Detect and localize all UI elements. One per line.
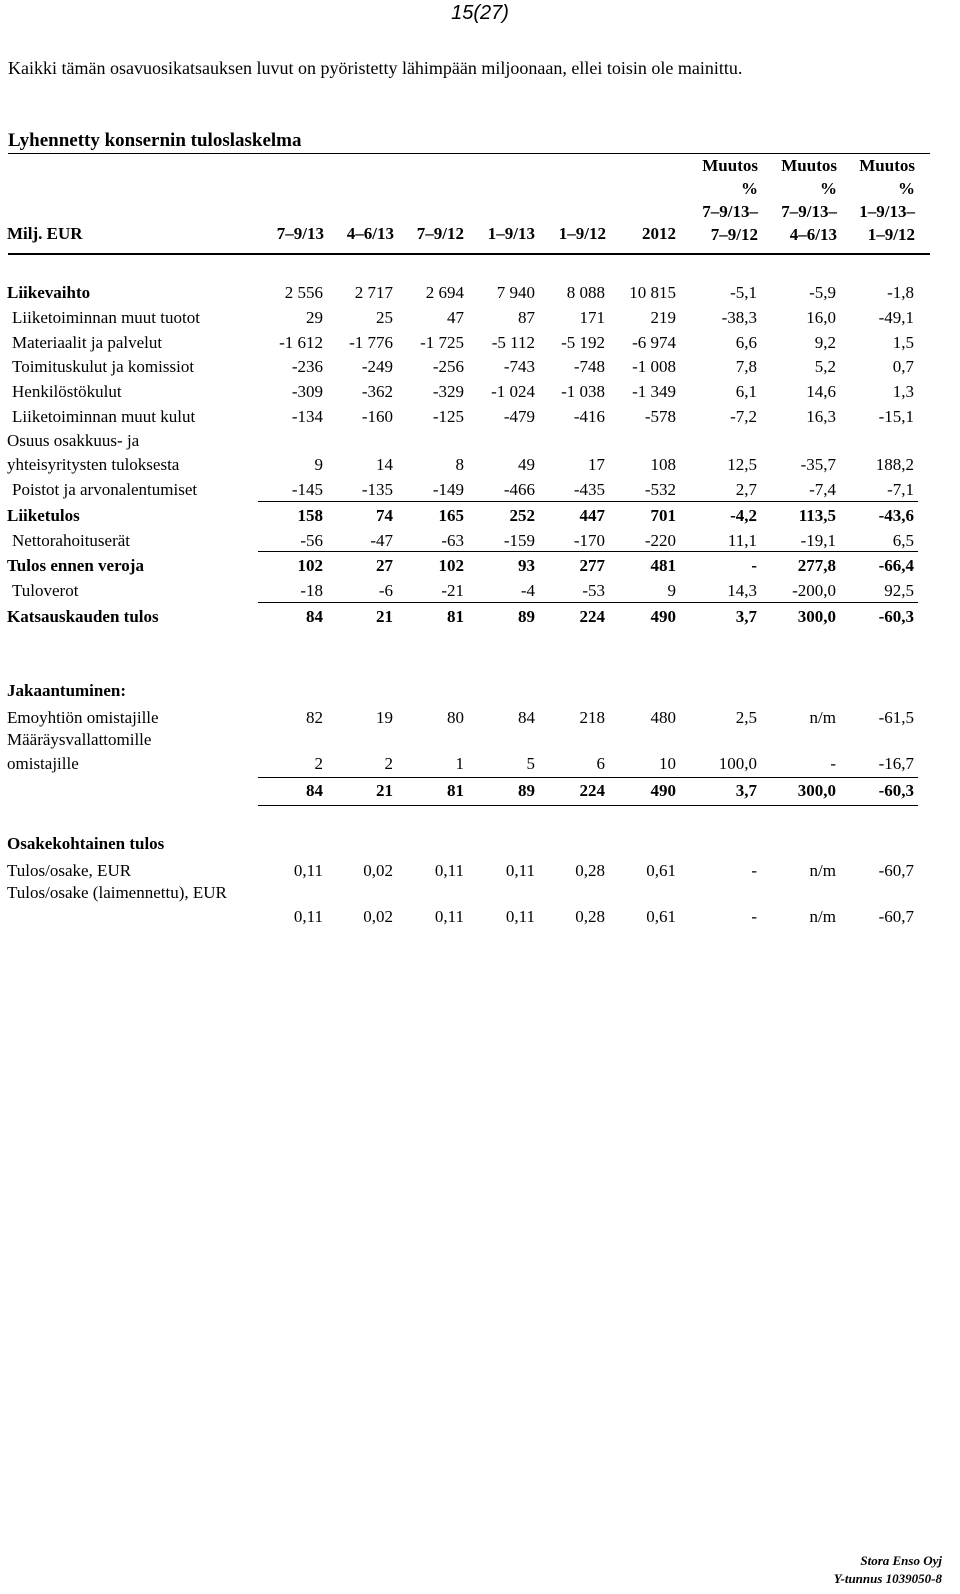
row-label: Nettorahoituserät xyxy=(12,531,131,550)
cell-col-6: - xyxy=(751,556,757,575)
cell-col-1: -160 xyxy=(361,407,393,426)
cell-col-5: 480 xyxy=(650,708,676,727)
cell-col-4: -416 xyxy=(573,407,605,426)
cell-col-2: 1 xyxy=(455,754,464,773)
sum-underline xyxy=(258,602,918,603)
cell-col-5: 10 815 xyxy=(629,283,676,302)
sum-underline xyxy=(258,501,918,502)
footer-business-id: Y-tunnus 1039050-8 xyxy=(833,1571,942,1586)
sum-underline xyxy=(258,777,918,778)
cell-col-1: 21 xyxy=(376,607,393,626)
cell-col-1: 74 xyxy=(376,506,393,525)
row-label: Emoyhtiön omistajille xyxy=(7,708,159,727)
cell-col-0: 0,11 xyxy=(293,861,323,880)
cell-col-5: -6 974 xyxy=(632,333,676,352)
cell-col-4: 6 xyxy=(596,754,605,773)
row-label: Henkilöstökulut xyxy=(12,382,122,401)
cell-col-6: 3,7 xyxy=(735,781,757,800)
cell-col-1: 25 xyxy=(376,308,393,327)
cell-col-8: 1,5 xyxy=(892,333,914,352)
cell-col-5: 490 xyxy=(650,781,676,800)
cell-col-3: -1 024 xyxy=(491,382,535,401)
cell-col-1: 19 xyxy=(376,708,393,727)
cell-col-2: -125 xyxy=(432,407,464,426)
cell-col-4: -5 192 xyxy=(561,333,605,352)
cell-col-3: 0,11 xyxy=(505,907,535,926)
cell-col-3: -4 xyxy=(520,581,535,600)
cell-col-0: -236 xyxy=(291,357,323,376)
change-header-2-line3: 1–9/13– xyxy=(859,202,915,221)
table-row xyxy=(0,580,960,604)
row-label: Osuus osakkuus- ja yhteisyritysten tuloksesta xyxy=(7,431,180,474)
cell-col-0: -1 612 xyxy=(279,333,323,352)
col-header-2: 7–9/12 xyxy=(416,224,464,243)
page-number: 15(27) xyxy=(451,2,509,24)
cell-col-7: 16,3 xyxy=(806,407,836,426)
cell-col-0: 9 xyxy=(314,455,323,474)
cell-col-8: 92,5 xyxy=(884,581,914,600)
cell-col-6: -4,2 xyxy=(730,506,757,525)
eps-heading: Osakekohtainen tulos xyxy=(7,834,165,853)
cell-col-5: 9 xyxy=(667,581,676,600)
cell-col-2: 2 694 xyxy=(425,283,464,302)
cell-col-4: -53 xyxy=(582,581,605,600)
table-row xyxy=(0,406,960,430)
cell-col-8: -61,5 xyxy=(878,708,914,727)
table-row xyxy=(0,307,960,331)
change-header-2-line4: 1–9/12 xyxy=(867,225,915,244)
cell-col-3: 252 xyxy=(509,506,535,525)
cell-col-1: 2 717 xyxy=(354,283,393,302)
cell-col-2: 8 xyxy=(455,455,464,474)
table-row-total xyxy=(0,780,960,804)
change-header-2 xyxy=(821,154,915,246)
cell-col-7: 14,6 xyxy=(806,382,836,401)
cell-col-0: 84 xyxy=(306,607,323,626)
cell-col-5: 490 xyxy=(650,607,676,626)
cell-col-4: 447 xyxy=(579,506,605,525)
cell-col-2: 47 xyxy=(447,308,464,327)
change-header-2-line1: Muutos xyxy=(859,156,915,175)
cell-col-3: -743 xyxy=(503,357,535,376)
cell-col-4: 0,28 xyxy=(575,861,605,880)
cell-col-3: 89 xyxy=(518,781,535,800)
cell-col-2: -21 xyxy=(441,581,464,600)
change-header-1-line2: % xyxy=(820,179,837,198)
cell-col-4: -435 xyxy=(573,480,605,499)
cell-col-0: 82 xyxy=(306,708,323,727)
cell-col-4: 8 088 xyxy=(566,283,605,302)
cell-col-6: - xyxy=(751,907,757,926)
cell-col-0: -18 xyxy=(300,581,323,600)
cell-col-0: 0,11 xyxy=(293,907,323,926)
cell-col-3: 0,11 xyxy=(505,861,535,880)
cell-col-1: 2 xyxy=(384,754,393,773)
cell-col-3: 7 940 xyxy=(496,283,535,302)
cell-col-4: 218 xyxy=(579,708,605,727)
cell-col-7: 5,2 xyxy=(814,357,836,376)
cell-col-5: 219 xyxy=(650,308,676,327)
table-row xyxy=(0,356,960,380)
cell-col-2: 81 xyxy=(447,607,464,626)
cell-col-6: -38,3 xyxy=(721,308,757,327)
cell-col-6: 7,8 xyxy=(735,357,757,376)
row-label: Materiaalit ja palvelut xyxy=(12,333,163,352)
cell-col-0: -56 xyxy=(300,531,323,550)
row-label: Katsauskauden tulos xyxy=(7,607,159,626)
cell-col-2: 80 xyxy=(447,708,464,727)
change-header-0-line3: 7–9/13– xyxy=(702,202,758,221)
cell-col-1: -135 xyxy=(361,480,393,499)
cell-col-1: 14 xyxy=(376,455,393,474)
cell-col-3: 89 xyxy=(518,607,535,626)
cell-col-5: 0,61 xyxy=(646,861,676,880)
cell-col-6: 2,7 xyxy=(735,480,757,499)
cell-col-3: -466 xyxy=(503,480,535,499)
change-header-1-line4: 4–6/13 xyxy=(789,225,837,244)
table-row xyxy=(0,479,960,503)
cell-col-2: -1 725 xyxy=(420,333,464,352)
table-row xyxy=(0,282,960,306)
cell-col-1: -6 xyxy=(378,581,393,600)
cell-col-6: - xyxy=(751,861,757,880)
cell-col-1: 0,02 xyxy=(363,907,393,926)
cell-col-3: -5 112 xyxy=(491,333,535,352)
cell-col-3: 87 xyxy=(518,308,535,327)
row-label: Liikevaihto xyxy=(7,283,91,302)
cell-col-5: 481 xyxy=(650,556,676,575)
table-row xyxy=(0,883,960,930)
change-header-0-line1: Muutos xyxy=(702,156,758,175)
cell-col-8: -60,3 xyxy=(878,607,914,626)
cell-col-8: -49,1 xyxy=(878,308,914,327)
cell-col-1: 0,02 xyxy=(363,861,393,880)
cell-col-7: -5,9 xyxy=(809,283,836,302)
row-label: Määräysvallattomille omistajille xyxy=(7,730,152,773)
cell-col-7: -7,4 xyxy=(809,480,836,499)
cell-col-0: 102 xyxy=(297,556,323,575)
cell-col-4: -1 038 xyxy=(561,382,605,401)
table-row xyxy=(0,555,960,579)
col-header-1: 4–6/13 xyxy=(346,224,394,243)
change-header-0-line2: % xyxy=(741,179,758,198)
cell-col-0: -309 xyxy=(291,382,323,401)
cell-col-8: -66,4 xyxy=(878,556,914,575)
cell-col-0: 158 xyxy=(297,506,323,525)
col-header-4: 1–9/12 xyxy=(558,224,606,243)
cell-col-5: 108 xyxy=(650,455,676,474)
row-label: Tulos/osake (laimennettu), EUR xyxy=(7,883,227,902)
cell-col-8: -60,3 xyxy=(878,781,914,800)
cell-col-4: -748 xyxy=(573,357,605,376)
cell-col-4: 17 xyxy=(588,455,605,474)
cell-col-7: 16,0 xyxy=(806,308,836,327)
cell-col-1: -362 xyxy=(361,382,393,401)
cell-col-4: 0,28 xyxy=(575,907,605,926)
cell-col-8: -60,7 xyxy=(878,907,914,926)
sum-underline xyxy=(258,805,918,806)
header-rule-bottom xyxy=(8,253,930,255)
intro-text: Kaikki tämän osavuosikatsauksen luvut on pyöristetty lähimpään miljoonaan, ellei toisin ole mainittu. xyxy=(8,58,743,78)
cell-col-7: 113,5 xyxy=(798,506,836,525)
cell-col-5: -220 xyxy=(644,531,676,550)
cell-col-2: -329 xyxy=(432,382,464,401)
cell-col-6: -5,1 xyxy=(730,283,757,302)
cell-col-5: 10 xyxy=(659,754,676,773)
cell-col-2: 165 xyxy=(438,506,464,525)
row-label: Liiketoiminnan muut tuotot xyxy=(12,308,200,327)
cell-col-7: 300,0 xyxy=(797,607,836,626)
cell-col-8: 6,5 xyxy=(892,531,914,550)
cell-col-6: 6,6 xyxy=(735,333,757,352)
row-label: Tuloverot xyxy=(12,581,79,600)
cell-col-6: 6,1 xyxy=(735,382,757,401)
cell-col-7: 300,0 xyxy=(797,781,836,800)
section-title: Lyhennetty konsernin tuloslaskelma xyxy=(8,130,302,151)
cell-col-8: 1,3 xyxy=(892,382,914,401)
cell-col-7: n/m xyxy=(809,708,836,727)
col-header-3: 1–9/13 xyxy=(487,224,535,243)
change-header-0-line4: 7–9/12 xyxy=(710,225,758,244)
cell-col-5: -532 xyxy=(644,480,676,499)
cell-col-2: -149 xyxy=(432,480,464,499)
row-label: Poistot ja arvonalentumiset xyxy=(12,480,198,499)
cell-col-8: -60,7 xyxy=(878,861,914,880)
cell-col-0: -134 xyxy=(291,407,323,426)
table-row xyxy=(0,606,960,630)
change-header-1-line1: Muutos xyxy=(781,156,837,175)
cell-col-0: 2 556 xyxy=(284,283,323,302)
cell-col-6: 14,3 xyxy=(727,581,757,600)
cell-col-0: 2 xyxy=(314,754,323,773)
cell-col-6: 12,5 xyxy=(727,455,757,474)
cell-col-4: 224 xyxy=(579,607,605,626)
cell-col-7: 277,8 xyxy=(797,556,836,575)
col-header-5: 2012 xyxy=(642,224,676,243)
cell-col-2: -63 xyxy=(441,531,464,550)
cell-col-8: -15,1 xyxy=(878,407,914,426)
cell-col-1: -249 xyxy=(361,357,393,376)
cell-col-7: n/m xyxy=(809,861,836,880)
cell-col-3: -479 xyxy=(503,407,535,426)
table-row xyxy=(0,332,960,356)
cell-col-7: 9,2 xyxy=(814,333,836,352)
cell-col-4: 277 xyxy=(579,556,605,575)
row-label: Tulos ennen veroja xyxy=(7,556,144,575)
cell-col-6: -7,2 xyxy=(730,407,757,426)
cell-col-7: - xyxy=(830,754,836,773)
row-label: Toimituskulut ja komissiot xyxy=(12,357,195,376)
cell-col-1: 27 xyxy=(376,556,393,575)
cell-col-1: -47 xyxy=(370,531,393,550)
cell-col-2: 102 xyxy=(438,556,464,575)
cell-col-8: -1,8 xyxy=(887,283,914,302)
cell-col-2: 0,11 xyxy=(434,907,464,926)
table-row xyxy=(0,381,960,405)
cell-col-6: 3,7 xyxy=(735,607,757,626)
cell-col-5: -1 349 xyxy=(632,382,676,401)
cell-col-1: 21 xyxy=(376,781,393,800)
col-header-0: 7–9/13 xyxy=(276,224,324,243)
table-row xyxy=(0,505,960,529)
cell-col-3: 49 xyxy=(518,455,535,474)
cell-col-2: 81 xyxy=(447,781,464,800)
cell-col-3: -159 xyxy=(503,531,535,550)
distribution-heading: Jakaantuminen: xyxy=(7,681,127,700)
cell-col-7: -200,0 xyxy=(792,581,836,600)
change-header-1-line3: 7–9/13– xyxy=(781,202,837,221)
cell-col-4: 171 xyxy=(579,308,605,327)
cell-col-3: 5 xyxy=(526,754,535,773)
table-row xyxy=(0,431,960,478)
cell-col-5: 0,61 xyxy=(646,907,676,926)
cell-col-2: -256 xyxy=(432,357,464,376)
cell-col-8: -43,6 xyxy=(878,506,914,525)
cell-col-8: -7,1 xyxy=(887,480,914,499)
cell-col-5: -1 008 xyxy=(632,357,676,376)
row-label: Tulos/osake, EUR xyxy=(7,861,132,880)
cell-col-0: -145 xyxy=(291,480,323,499)
cell-col-0: 84 xyxy=(306,781,323,800)
cell-col-5: 701 xyxy=(650,506,676,525)
cell-col-6: 11,1 xyxy=(727,531,757,550)
cell-col-8: -16,7 xyxy=(878,754,914,773)
cell-col-7: -35,7 xyxy=(800,455,836,474)
cell-col-6: 2,5 xyxy=(735,708,757,727)
cell-col-0: 29 xyxy=(306,308,323,327)
change-header-2-line2: % xyxy=(898,179,915,198)
cell-col-7: -19,1 xyxy=(800,531,836,550)
cell-col-4: 224 xyxy=(579,781,605,800)
cell-col-2: 0,11 xyxy=(434,861,464,880)
cell-col-6: 100,0 xyxy=(718,754,757,773)
sum-underline xyxy=(258,551,918,552)
cell-col-7: n/m xyxy=(809,907,836,926)
row-label: Liiketulos xyxy=(7,506,80,525)
cell-col-3: 93 xyxy=(518,556,535,575)
cell-col-3: 84 xyxy=(518,708,535,727)
cell-col-8: 188,2 xyxy=(875,455,914,474)
footer-company: Stora Enso Oyj xyxy=(860,1553,942,1568)
table-row xyxy=(0,730,960,777)
cell-col-5: -578 xyxy=(644,407,676,426)
unit-label: Milj. EUR xyxy=(7,224,83,243)
cell-col-1: -1 776 xyxy=(349,333,393,352)
cell-col-4: -170 xyxy=(573,531,605,550)
footer xyxy=(834,1552,942,1588)
cell-col-8: 0,7 xyxy=(892,357,914,376)
row-label: Liiketoiminnan muut kulut xyxy=(12,407,196,426)
